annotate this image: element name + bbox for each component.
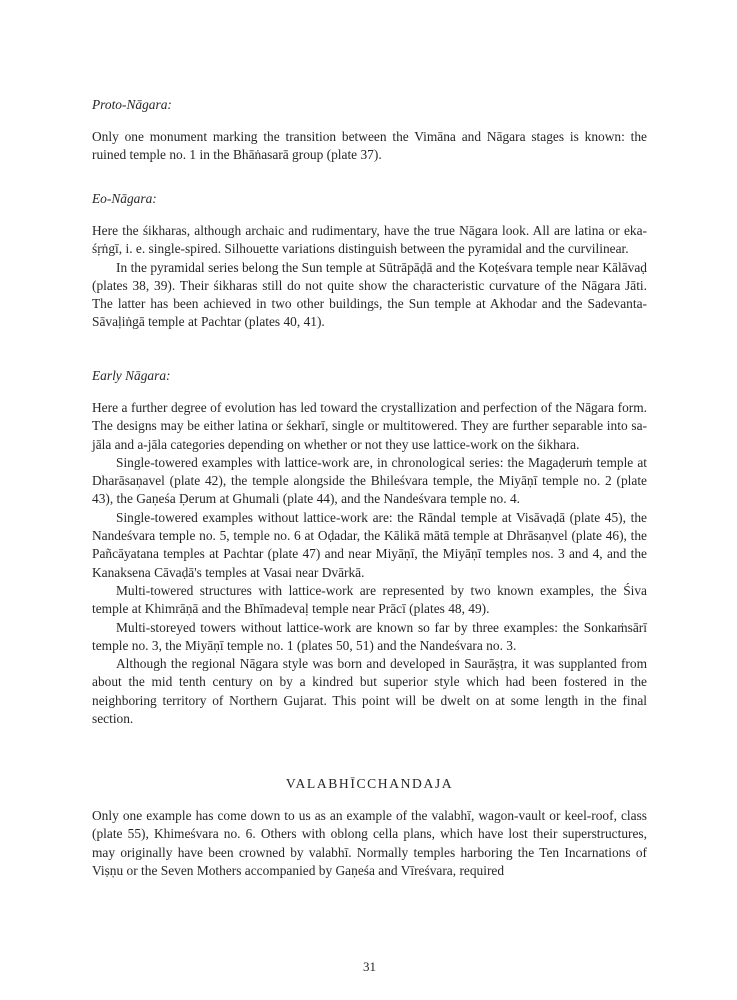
heading-proto-nagara: Proto-Nāgara: [92, 97, 172, 112]
heading-eo-nagara: Eo-Nāgara: [92, 191, 157, 206]
paragraph: Here a further degree of evolution has led toward the crystallization and perfection of the Nāgara form. The designs may be either latina or śekharī, single or multitowered. They are further separable into sa-jāla and a-jāla categories depending on whether or not they use lattice-work on the śikhara. [92, 400, 647, 452]
page-number: 31 [363, 959, 376, 974]
paragraph: Multi-storeyed towers without lattice-work are known so far by three examples: the Sonkaṁsārī temple no. 3, the Miyāṇī temple no. 1 (plates 50, 51) and the Nandeśvara no. 3. [92, 619, 647, 653]
section-eo-nagara [92, 190, 647, 332]
paragraph: Multi-towered structures with lattice-work are represented by two known examples, the Śiva temple at Khimrāṇā and the Bhīmadevaḷ temple near Prācī (plates 48, 49). [92, 582, 647, 617]
section-early-nagara [92, 367, 647, 728]
paragraph: Only one monument marking the transition between the Vimāna and Nāgara stages is known: the ruined temple no. 1 in the Bhāṅasarā group (plate 37). [92, 129, 647, 163]
section-proto-nagara [92, 96, 647, 165]
paragraph: In the pyramidal series belong the Sun temple at Sūtrāpāḍā and the Koṭeśvara temple near Kālāvaḍ (plates 38, 39). Their śikharas still do not quite show the characteristic curvature of the Nāgara Jāti. The latter has been achieved in two other buildings, the Sun temple at Akhodar and the Sadevanta-Sāvaḷiṅgā temple at Pachtar (plates 40, 41). [92, 259, 647, 330]
section-valabhicchandaja [92, 807, 647, 880]
heading-early-nagara: Early Nāgara: [92, 368, 171, 383]
paragraph: Here the śikharas, although archaic and rudimentary, have the true Nāgara look. All are latina or eka-śṛṅgī, i. e. single-spired. Silhouette variations distinguish between the pyramidal and the curvilinear. [92, 223, 647, 257]
section-title-valabhicchandaja: VALABHĪCCHANDAJA [285, 776, 454, 791]
paragraph: Single-towered examples with lattice-work are, in chronological series: the Magaḍeruṁ temple at Dharāsaṇavel (plate 42), the temple alongside the Bhileśvara temple, the Miyāṇī temple no. 2 (plate 43), the Gaṇeśa Ḍerum at Ghumali (plate 44), and the Nandeśvara temple no. 4. [92, 454, 647, 507]
paragraph: Although the regional Nāgara style was born and developed in Saurāṣṭra, it was supplanted from about the mid tenth century on by a kindred but superior style which had been fostered in the neighboring territory of Northern Gujarat. This point will be dwelt on at some length in the final section. [92, 656, 647, 727]
paragraph: Single-towered examples without lattice-work are: the Rāndal temple at Visāvaḍā (plate 45), the Nandeśvara temple no. 5, temple no. 6 at Oḍadar, the Kālikā mātā temple at Dhrāsaṇvel (plate 46), the Pañcāyatana temples at Pachtar (plate 47) and near Miyāṇī, the Miyāṇī temples nos. 3 and 4, and the Kanaksena Cāvaḍā's temples at Vasai near Dvārkā. [92, 509, 647, 580]
paragraph: Only one example has come down to us as an example of the valabhī, wagon-vault or keel-roof, class (plate 55), Khimeśvara no. 6. Others with oblong cella plans, which have lost their superstructures, may originally have been crowned by valabhī. Normally temples harboring the Ten Incarnations of Viṣṇu or the Seven Mothers accompanied by Gaṇeśa and Vīreśvara, required [92, 808, 647, 878]
